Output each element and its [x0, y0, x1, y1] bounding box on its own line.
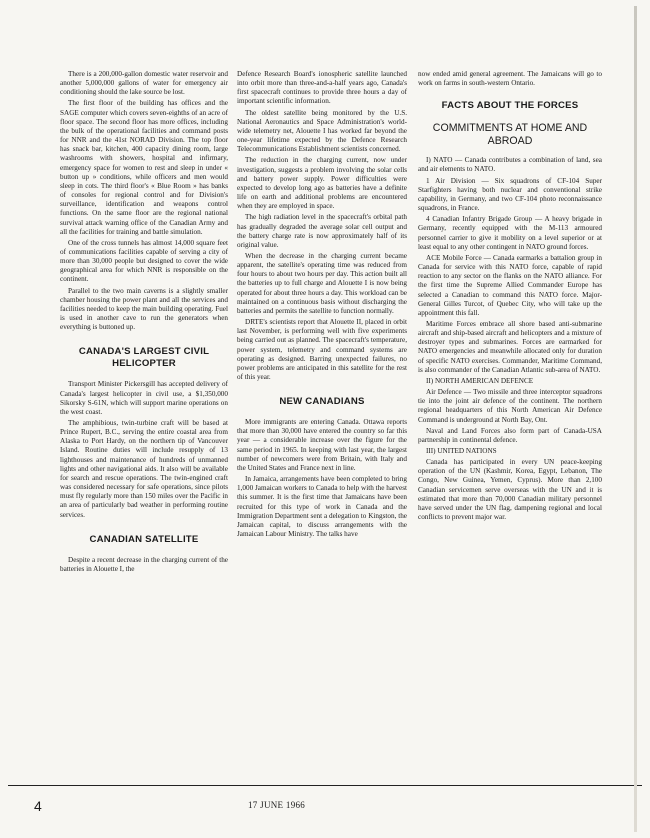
paragraph: Naval and Land Forces also form part of Canada-USA partnership in continental defence. [418, 426, 602, 444]
paragraph: The high radiation level in the spacecraft's orbital path has gradually degraded the average solar cell output and the battery charge rate is now approximately half of its original value. [237, 213, 407, 249]
forces-subheading: COMMITMENTS AT HOME AND ABROAD [432, 122, 588, 148]
paragraph: I) NATO — Canada contributes a combination of land, sea and air elements to NATO. [418, 156, 602, 174]
paragraph: DRTE's scientists report that Alouette II, placed in orbit last November, is performing well with five experiments being carried out as planned. The spacecraft's temperature, power system, telemetry and command systems are operating as designed. Barring unexpected failures, no power problems are anticipated in this satellite for the rest of this year. [237, 318, 407, 381]
margin-scan-edge [634, 6, 637, 832]
paragraph: Despite a recent decrease in the charging current of the batteries in Alouette I, the [60, 555, 228, 573]
paragraph: Parallel to the two main caverns is a slightly smaller chamber housing the power plant and all the services and facilities needed to keep the main building operating. Fuel is used in another cave to run the generators when everything is buttoned up. [60, 286, 228, 332]
paragraph: More immigrants are entering Canada. Ottawa reports that more than 30,000 have entered the country so far this year — a considerable increase over the figure for the same period in 1965. In keeping with last year, the largest number of newcomers were from Britain, with Italy and the United States and France next in line. [237, 418, 407, 472]
paragraph: The amphibious, twin-turbine craft will be based at Prince Rupert, B.C., serving the entire coastal area from Alaska to Port Hardy, on the northern tip of Vancouver Island. Routine duties will include resupply of 13 lighthouses and maintenance of hundreds of unmanned lights and other navigational aids. It also will be available for search and rescue operations. The twin-engined craft was considered necessary for safe operations, since pilots must fly regularly more than 150 miles over the Pacific in an area of particularly bad weather in performing routine services. [60, 419, 228, 519]
satellite-heading: CANADIAN SATELLITE [89, 533, 199, 545]
column-1 [60, 70, 228, 576]
paragraph: Air Defence — Two missile and three interceptor squadrons tie into the joint air defence of the continent. The northern regional headquarters of this North American Air Defence Command is underground at North Bay, Ont. [418, 388, 602, 424]
paragraph: When the decrease in the charging current became apparent, the satellite's operating time was reduced from four hours to about two hours per day. This action built all the batteries up to full charge and Alouette I is now being operated for about three hours a day. This workload can be maintained on a continuous basis without discharging the batteries and permits the satellite to function normally. [237, 251, 407, 315]
paragraph: 1 Air Division — Six squadrons of CF-104 Super Starfighters having both nuclear and conventional strike capability, in Germany, and two CF-104 photo reconnaissance squadrons, in France. [418, 176, 602, 213]
paragraph: ACE Mobile Force — Canada earmarks a battalion group in Canada for service with this NATO force, capable of rapid reaction to any sector on the flanks on the NATO alliance. For the first time the Supreme Allied Commander Europe has selected a Canadian to command this NATO force. Major-General Gilles Turcot, of Quebec City, who will take up the appointment this fall. [418, 253, 602, 317]
paragraph: now ended amid general agreement. The Jamaicans will go to work on farms in south-western Ontario. [418, 70, 602, 88]
paragraph: In Jamaica, arrangements have been completed to bring 1,000 Jamaican workers to Canada to help with the harvest this summer. It is the first time that Jamaicans have been recruited for this type of work in Canada and the Immigration Department sent a delegation to Kingston, the Jamaican capital, to discuss arrangements with the Jamaican Labour Ministry. The talks have [237, 475, 407, 539]
paragraph: 4 Canadian Infantry Brigade Group — A heavy brigade in Germany, recently equipped with the M-113 armoured personnel carrier to give it mobility on a level superior or at least equal to any other contingent in NATO ground forces. [418, 215, 602, 251]
paragraph: Canada has participated in every UN peace-keeping operation of the UN (Kashmir, Korea, Egypt, Lebanon, The Congo, New Guinea, Yemen, Cyprus). More than 2,100 Canadian servicemen serve overseas with the UN and it is estimated that more than 70,000 Canadian military personnel have served under the UN flag, dampening regional and local conflicts to prevent major war. [418, 458, 602, 522]
paragraph: Transport Minister Pickersgill has accepted delivery of Canada's largest helicopter in civil use, a $1,350,000 Sikorsky S-61N, which will support marine operations on the west coast. [60, 380, 228, 416]
section-label: II) NORTH AMERICAN DEFENCE [426, 376, 534, 385]
page-number: 4 [34, 798, 42, 814]
paragraph: The first floor of the building has offices and the SAGE computer which covers seven-eighths of an acre of floor space. The second floor has more offices, including the bulk of the operational facilities and command posts for NNR and the 41st NORAD Division. The top floor has snack bar, kitchen, 400 capacity dining room, large washrooms with showers, hospital and infirmary, emergency space for women to rest and sleep in under « button up » conditions, while officers and men would sleep in cots. The third floor's « Blue Room » has banks of consoles for regional control and for Division's surveillance, identification and weapons control functions. On the same floor are the regional national survival attack warning office of the Canadian Army and all the facilities for training and battle simulation. [60, 99, 228, 236]
immigrants-heading: NEW CANADIANS [279, 396, 365, 408]
section-label: III) UNITED NATIONS [426, 447, 497, 455]
paragraph: Defence Research Board's ionospheric satellite launched into orbit more than three-and-a-half years ago, Canada's first spacecraft continues to provide three hours a day of important scientific information. [237, 70, 407, 106]
paragraph: The reduction in the charging current, now under investigation, suggests a problem involving the solar cells and battery power supply. Power difficulties were expected to develop long ago as batteries have a definite life on earth and additional problems are encountered when they are employed in space. [237, 156, 407, 211]
paragraph: Maritime Forces embrace all shore based anti-submarine aircraft and ship-based aircraft and helicopters and a mixture of destroyer types and submarines. Forces are earmarked for NATO emergencies and meanwhile allocated only for duration of specific NATO exercises. Commander, Maritime Command, is also commander of the Canadian Atlantic sub-area of NATO. [418, 319, 602, 374]
forces-heading: FACTS ABOUT THE FORCES [441, 100, 579, 112]
issue-date: 17 JUNE 1966 [248, 800, 306, 810]
footer-rule [8, 785, 642, 786]
column-3 [418, 70, 602, 524]
paragraph: There is a 200,000-gallon domestic water reservoir and another 5,000,000 gallons of water for emergency air conditioning should the lake source be lost. [60, 70, 228, 97]
paragraph: One of the cross tunnels has almost 14,000 square feet of communications facilities capable of serving a city of more than 30,000 people but designed to cover the wide geographical area for which NNR is responsible on the continent. [60, 238, 228, 284]
helicopter-heading: CANADA'S LARGEST CIVIL HELICOPTER [78, 346, 210, 370]
column-2 [237, 70, 407, 541]
paragraph: The oldest satellite being monitored by the U.S. National Aeronautics and Space Administration's world-wide telemetry net, Alouette I has worked far beyond the one-year lifetime expected by the Defence Research Telecommunications Establishment scientists concerned. [237, 108, 407, 154]
